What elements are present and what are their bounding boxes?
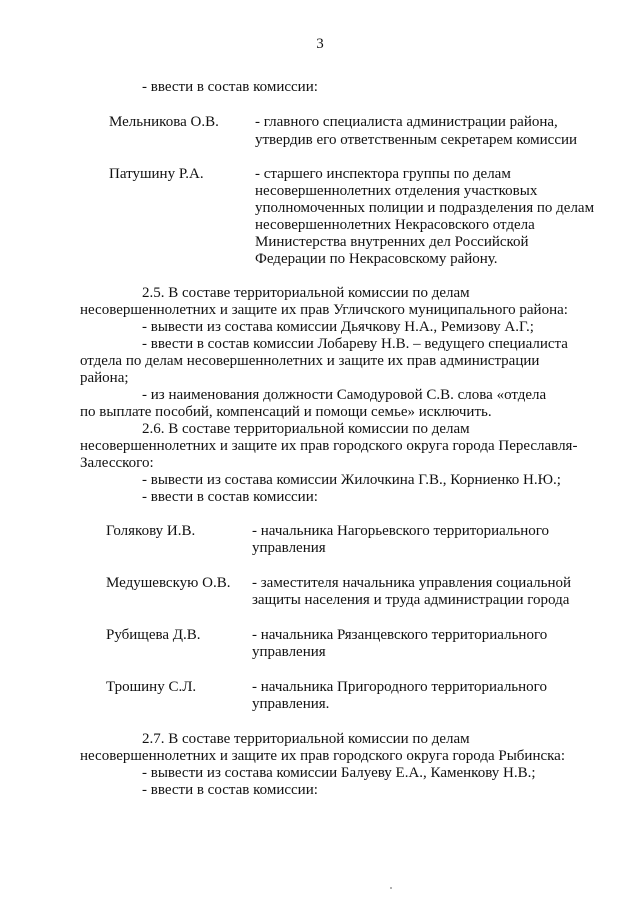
page-number: 3 [316, 36, 324, 52]
paragraph-line: по выплате пособий, компенсаций и помощи семье» исключить. [80, 404, 492, 420]
member-name: Патушину Р.А. [109, 166, 204, 182]
member-desc-line: управления [252, 644, 326, 660]
paragraph-line: несовершеннолетних и защите их прав городского округа города Рыбинска: [80, 748, 566, 764]
member-name: Рубищева Д.В. [106, 627, 201, 643]
member-desc-line: - начальника Рязанцевского территориального [252, 627, 548, 643]
paragraph-line: несовершеннолетних и защите их прав городского округа города Переславля- [80, 438, 578, 454]
list-item: - ввести в состав комиссии: [142, 782, 318, 798]
paragraph-line: несовершеннолетних и защите их прав Угличского муниципального района: [80, 302, 568, 318]
member-desc-line: уполномоченных полиции и подразделения по делам [255, 200, 595, 216]
member-desc-line: несовершеннолетних Некрасовского отдела [255, 217, 535, 233]
member-desc-line: - начальника Пригородного территориального [252, 679, 547, 695]
section-2-5-heading: 2.5. В составе территориальной комиссии по делам [142, 285, 470, 301]
member-desc-line: - заместителя начальника управления социальной [252, 575, 572, 591]
member-name: Голякову И.В. [106, 523, 196, 539]
paragraph-line: отдела по делам несовершеннолетних и защите их прав администрации [80, 353, 540, 369]
member-desc-line: - начальника Нагорьевского территориального [252, 523, 550, 539]
member-name: Трошину С.Л. [106, 679, 197, 695]
scan-speck [390, 887, 392, 889]
member-desc-line: управления. [252, 696, 330, 712]
list-item: - вывести из состава комиссии Дьячкову Н.А., Ремизову А.Г.; [142, 319, 534, 335]
list-item: - вывести из состава комиссии Жилочкина Г.В., Корниенко Н.Ю.; [142, 472, 561, 488]
paragraph-line: района; [80, 370, 129, 386]
section-2-7-heading: 2.7. В составе территориальной комиссии по делам [142, 731, 470, 747]
member-desc-line: несовершеннолетних отделения участковых [255, 183, 538, 199]
member-desc-line: - главного специалиста администрации района, [255, 114, 558, 130]
list-item: - ввести в состав комиссии: [142, 489, 318, 505]
member-desc-line: управления [252, 540, 326, 556]
member-name: Медушевскую О.В. [106, 575, 231, 591]
section-2-6-heading: 2.6. В составе территориальной комиссии по делам [142, 421, 470, 437]
list-item: - из наименования должности Самодуровой С.В. слова «отдела [142, 387, 547, 403]
member-desc-line: защиты населения и труда администрации города [252, 592, 570, 608]
member-desc-line: Федерации по Некрасовскому району. [255, 251, 498, 267]
paragraph-line: Залесского: [80, 455, 154, 471]
member-desc-line: - старшего инспектора группы по делам [255, 166, 511, 182]
member-desc-line: Министерства внутренних дел Российской [255, 234, 529, 250]
intro-add-line: - ввести в состав комиссии: [142, 79, 318, 95]
list-item: - вывести из состава комиссии Балуеву Е.А., Каменкову Н.В.; [142, 765, 536, 781]
member-name: Мельникова О.В. [109, 114, 219, 130]
member-desc-line: утвердив его ответственным секретарем комиссии [255, 132, 578, 148]
list-item: - ввести в состав комиссии Лобареву Н.В. – ведущего специалиста [142, 336, 568, 352]
